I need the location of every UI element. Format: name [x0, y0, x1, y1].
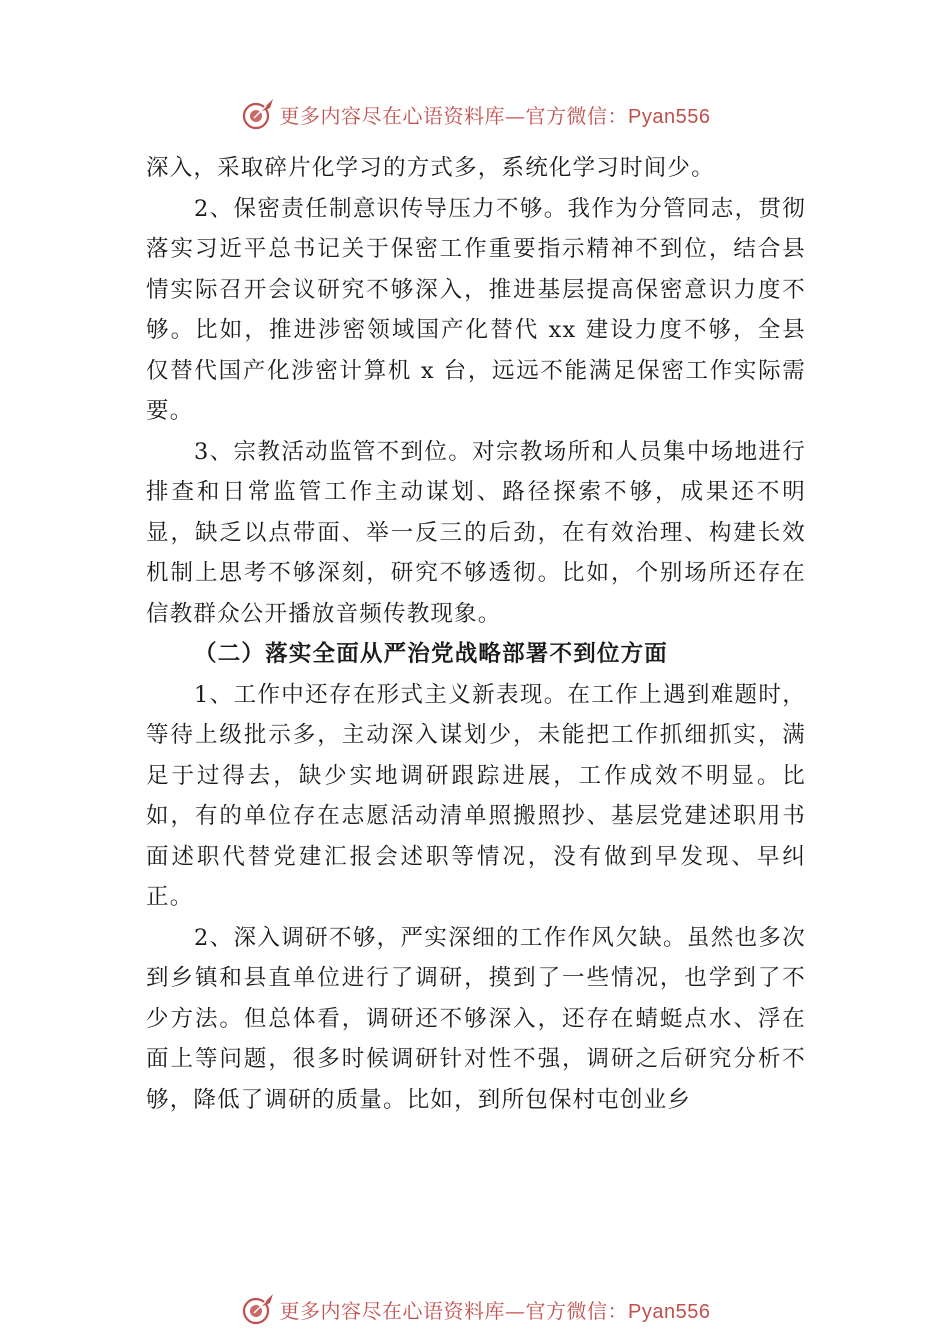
paragraph-religious-supervision: 3、宗教活动监管不到位。对宗教场所和人员集中场地进行排查和日常监管工作主动谋划、路径探索不够，成果还不明显，缺乏以点带面、举一反三的后劲，在有效治理、构建长效机制上思考不够深刻，研究不够透彻。比如，个别场所还存在信教群众公开播放音频传教现象。 [146, 438, 806, 627]
paragraph-formalism: 1、工作中还存在形式主义新表现。在工作上遇到难题时，等待上级批示多，主动深入谋划少，未能把工作抓细抓实，满足于过得去，缺少实地调研跟踪进展，工作成效不明显。比如，有的单位存在志愿活动清单照搬照抄、基层党建述职用书面述职代替党建汇报会述职等情况，没有做到早发现、早纠正。 [146, 681, 806, 910]
watermark-account: Pyan556 [628, 1300, 711, 1323]
watermark-text: 更多内容尽在心语资料库—官方微信： [279, 103, 629, 128]
quill-seal-icon [240, 96, 276, 132]
paragraph-research: 2、深入调研不够，严实深细的工作作风欠缺。虽然也多次到乡镇和县直单位进行了调研，摸到了一些情况，也学到了不少方法。但总体看，调研还不够深入，还存在蜻蜓点水、浮在面上等问题，很多时候调研针对性不强，调研之后研究分析不够，降低了调研的质量。比如，到所包保村屯创业乡 [146, 924, 806, 1113]
document-body [146, 148, 806, 1120]
paragraph-confidentiality: 2、保密责任制意识传导压力不够。我作为分管同志，贯彻落实习近平总书记关于保密工作重要指示精神不到位，结合县情实际召开会议研究不够深入，推进基层提高保密意识力度不够。比如，推进涉密领域国产化替代 xx 建设力度不够，全县仅替代国产化涉密计算机 x 台，远远不能满足保密工作实际需要。 [146, 195, 806, 424]
header-watermark [0, 94, 950, 134]
footer-watermark [0, 1289, 950, 1329]
quill-seal-icon [240, 1291, 276, 1327]
watermark-text: 更多内容尽在心语资料库—官方微信： [279, 1298, 629, 1323]
watermark-account: Pyan556 [628, 105, 711, 128]
paragraph-continuation: 深入，采取碎片化学习的方式多，系统化学习时间少。 [146, 155, 715, 181]
section-heading: （二）落实全面从严治党战略部署不到位方面 [194, 641, 669, 667]
